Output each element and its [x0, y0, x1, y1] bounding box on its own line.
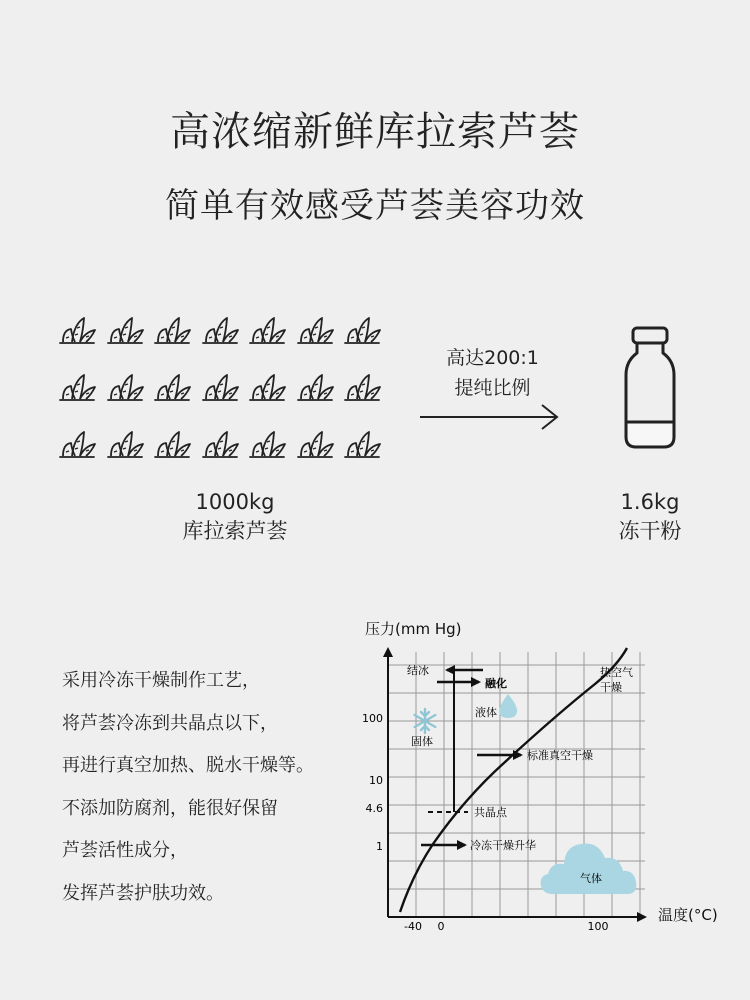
eutectic-label: 共晶点: [474, 806, 507, 819]
aloe-leaf-icon: [153, 426, 193, 462]
y-tick-label: 10: [369, 774, 383, 787]
product-caption: [580, 488, 720, 546]
aloe-leaf-icon: [58, 426, 98, 462]
aloe-leaf-icon: [201, 426, 241, 462]
y-tick-label: 4.6: [365, 802, 383, 815]
aloe-leaf-icon: [296, 426, 336, 462]
aloe-leaf-icon: [296, 369, 336, 405]
melt-label: 融化: [485, 677, 507, 690]
cloud-icon: [541, 844, 637, 894]
freeze-label: 结冰: [407, 664, 429, 677]
aloe-leaf-icon: [106, 426, 146, 462]
bottle-icon: [620, 325, 680, 451]
hot-air-label: [600, 665, 637, 694]
aloe-leaf-icon: [248, 369, 288, 405]
aloe-leaf-icon: [201, 312, 241, 348]
x-axis-label: 温度(°C): [658, 906, 718, 924]
ratio-line-1: 高达200:1: [446, 347, 539, 369]
aloe-leaf-icon: [106, 369, 146, 405]
right-arrow-icon: [418, 402, 563, 432]
aloe-leaf-icon: [248, 426, 288, 462]
aloe-leaf-grid: [58, 312, 388, 472]
phase-diagram: [355, 612, 745, 942]
y-tick-label: 100: [362, 712, 383, 725]
aloe-leaf-icon: [58, 312, 98, 348]
aloe-leaf-icon: [58, 369, 98, 405]
desc-line: 再进行真空加热、脱水干燥等。: [62, 755, 314, 776]
y-axis-label: 压力(mm Hg): [365, 620, 462, 638]
gas-label: 气体: [580, 872, 602, 885]
aloe-leaf-icon: [296, 312, 336, 348]
product-amount: 1.6kg: [620, 490, 680, 514]
page-title: 高浓缩新鲜库拉索芦荟: [170, 109, 580, 155]
product-name: 冻干粉: [618, 519, 682, 543]
aloe-leaf-icon: [201, 369, 241, 405]
hot-air-line-1: 热空气: [600, 666, 633, 679]
aloe-leaf-icon: [153, 369, 193, 405]
raw-name: 库拉索芦荟: [182, 519, 288, 543]
desc-line: 采用冷冻干燥制作工艺，: [62, 670, 260, 691]
ratio-label: [415, 343, 570, 403]
sublimation-label: 冷冻干燥升华: [470, 839, 536, 852]
process-description: [62, 660, 362, 915]
aloe-leaf-icon: [248, 312, 288, 348]
raw-amount: 1000kg: [195, 490, 275, 514]
aloe-leaf-icon: [343, 312, 383, 348]
hot-air-line-2: 干燥: [600, 681, 622, 694]
aloe-leaf-icon: [153, 312, 193, 348]
desc-line: 不添加防腐剂，能很好保留: [62, 797, 278, 819]
ratio-line-2: 提纯比例: [454, 377, 531, 399]
aloe-leaf-icon: [106, 312, 146, 348]
aloe-leaf-icon: [343, 426, 383, 462]
vacuum-label: 标准真空干燥: [527, 749, 593, 762]
desc-line: 发挥芦荟护肤功效。: [62, 882, 224, 904]
x-tick-label: 100: [587, 920, 609, 933]
aloe-leaf-icon: [343, 369, 383, 405]
liquid-label: 液体: [475, 706, 497, 719]
desc-line: 芦荟活性成分，: [62, 840, 188, 861]
desc-line: 将芦荟冷冻到共晶点以下，: [62, 712, 278, 734]
solid-label: 固体: [411, 735, 433, 748]
x-tick-label: 0: [437, 920, 445, 933]
page-subtitle: 简单有效感受芦荟美容功效: [165, 186, 585, 226]
water-drop-icon: [499, 694, 517, 718]
y-tick-label: 1: [376, 840, 383, 853]
x-tick-label: -40: [404, 920, 422, 933]
raw-caption: [150, 488, 320, 546]
